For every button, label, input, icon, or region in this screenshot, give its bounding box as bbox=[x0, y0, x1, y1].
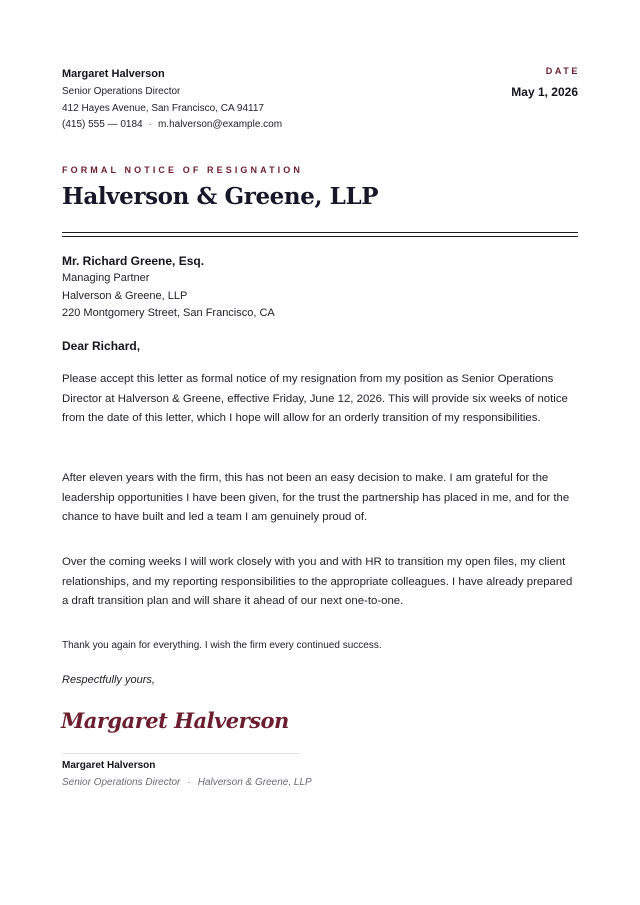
signature-script: Margaret Halverson bbox=[61, 708, 289, 733]
sender-contact bbox=[62, 117, 282, 134]
sender-title: Senior Operations Director bbox=[62, 86, 181, 97]
recipient-name: Mr. Richard Greene, Esq. bbox=[62, 254, 205, 268]
recipient-address: 220 Montgomery Street, San Francisco, CA bbox=[62, 307, 275, 319]
body-paragraph-4: Thank you again for everything. I wish the firm every continued success. bbox=[62, 640, 382, 651]
date-block bbox=[511, 66, 578, 99]
body-paragraph-2: After eleven years with the firm, this has not been an easy decision to make. I am grateful for the leadership opportunities I have been given, for the trust the partnership has placed in me, and for the chance to have built and led a team I am genuinely proud of. bbox=[62, 472, 570, 523]
signature-separator: · bbox=[187, 777, 191, 788]
sender-email[interactable]: m.halverson@example.com bbox=[157, 119, 283, 130]
signature-rule bbox=[62, 753, 300, 754]
date-label: DATE bbox=[545, 66, 580, 76]
sender-phone: (415) 555 — 0184 bbox=[62, 119, 143, 130]
sender-address: 412 Hayes Avenue, San Francisco, CA 94117 bbox=[62, 102, 264, 114]
notice-eyebrow: FORMAL NOTICE OF RESIGNATION bbox=[62, 165, 303, 175]
firm-title: Halverson & Greene, LLP bbox=[62, 183, 379, 210]
body-paragraph-1: Please accept this letter as formal notice of my resignation from my position as Senior Operations Director at Halverson & Greene, effective Friday, June 12, 2026. This will provide six weeks of notice from the date of this letter, which I hope will allow for an orderly transition of my responsibilities. bbox=[62, 373, 568, 424]
heading-rule-thick bbox=[62, 232, 578, 233]
heading-rule-thin bbox=[62, 236, 578, 237]
closing: Respectfully yours, bbox=[62, 674, 155, 686]
signature-company: Halverson & Greene, LLP bbox=[197, 777, 312, 788]
sender-block bbox=[62, 68, 282, 134]
recipient-block bbox=[62, 254, 275, 323]
date-value: May 1, 2026 bbox=[511, 85, 578, 99]
signature-meta bbox=[62, 777, 312, 788]
body-paragraph-3: Over the coming weeks I will work closely with you and with HR to transition my open files, my client relationships, and my reporting responsibilities to the appropriate colleagues. I have already prepared a draft transition plan and will share it ahead of our next one-to-one. bbox=[62, 556, 573, 607]
salutation: Dear Richard, bbox=[62, 339, 141, 353]
contact-separator: · bbox=[148, 119, 152, 130]
recipient-title: Managing Partner bbox=[62, 272, 150, 284]
recipient-company: Halverson & Greene, LLP bbox=[62, 289, 188, 302]
signature-name: Margaret Halverson bbox=[62, 760, 156, 771]
sender-name: Margaret Halverson bbox=[62, 68, 165, 80]
signature-title: Senior Operations Director bbox=[62, 777, 181, 788]
